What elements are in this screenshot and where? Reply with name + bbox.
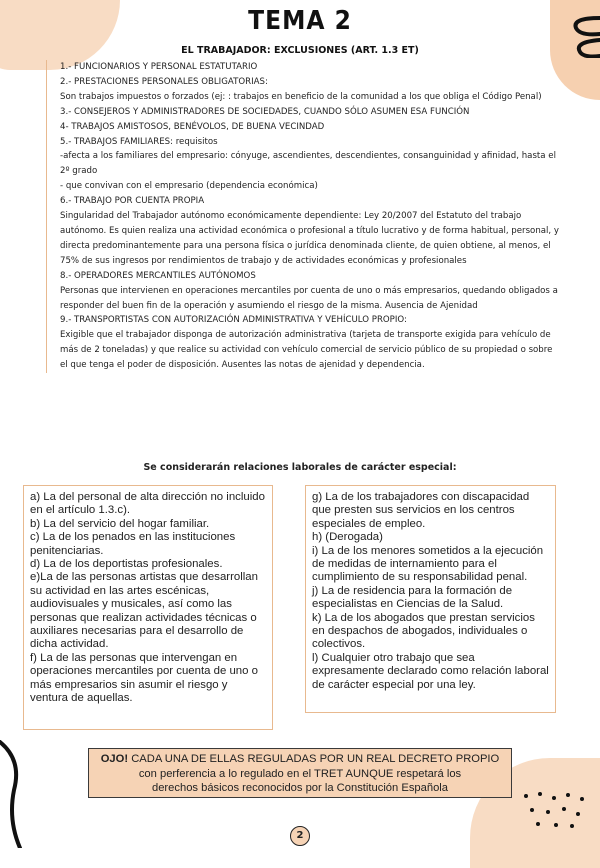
- list-item: Singularidad del Trabajador autónomo económicamente dependiente: Ley 20/2007 del Estatuto del trabajo autónomo. Es quien realiza una actividad económica o profesional a título lucrativo y de forma habitual, personal, y directa predominantemente para una persona física o jurídica denominada cliente, de quien obtiene, al menos, el 75% de sus ingresos por rendimientos de trabajo y de actividades económicas y profesionales: [60, 211, 559, 266]
- list-item: 3.- CONSEJEROS Y ADMINISTRADORES DE SOCIEDADES, CUANDO SÓLO ASUMEN ESA FUNCIÓN: [60, 106, 470, 117]
- special-relations-box-left: [23, 485, 273, 730]
- special-relations-box-right: [305, 485, 556, 713]
- decorative-dots-bottom-right: [520, 790, 590, 830]
- note-line-2: con perferencia a lo regulado en el TRET AUNQUE respetará los: [138, 767, 462, 780]
- list-item: 8.- OPERADORES MERCANTILES AUTÓNOMOS: [60, 270, 256, 281]
- list-item: Exigible que el trabajador disponga de autorización administrativa (tarjeta de transporte exigida para vehículo de más de 2 toneladas) y que realice su actividad con vehículo comercial de servicio público de su propiedad o sobre el que tenga el poder de disposición. Ausentes las notas de ajenidad y dependencia.: [60, 330, 553, 371]
- exclusions-list: [46, 60, 560, 373]
- list-item: g) La de los trabajadores con discapacidad que presten sus servicios en los centros especiales de empleo.: [312, 491, 530, 530]
- list-item: 5.- TRABAJOS FAMILIARES: requisitos: [60, 136, 218, 147]
- list-item: 9.- TRANSPORTISTAS CON AUTORIZACIÓN ADMINISTRATIVA Y VEHÍCULO PROPIO:: [60, 315, 407, 326]
- page-subtitle: EL TRABAJADOR: EXCLUSIONES (ART. 1.3 ET): [181, 45, 419, 56]
- note-line-3: derechos básicos reconocidos por la Constitución Española: [151, 782, 449, 794]
- list-item: d) La de los deportistas profesionales.: [30, 558, 223, 571]
- list-item: 1.- FUNCIONARIOS Y PERSONAL ESTATUTARIO: [60, 62, 258, 72]
- note-box: [88, 748, 512, 798]
- list-item: Personas que intervienen en operaciones mercantiles por cuenta de uno o más empresarios, quedando obligados a responder del buen fin de la operación y asumiendo el riesgo de la misma. Ausencia de Ajenidad: [60, 285, 558, 311]
- note-line-1: CADA UNA DE ELLAS REGULADAS POR UN REAL DECRETO PROPIO: [128, 753, 500, 765]
- list-item: b) La del servicio del hogar familiar.: [30, 517, 210, 530]
- list-item: e)La de las personas artistas que desarrollan su actividad en las artes escénicas, audiovisuales y musicales, así como las personas que realizan actividades técnicas o auxiliares necesarias para el desarrollo de dicha actividad.: [30, 571, 258, 651]
- list-item: l) Cualquier otro trabajo que sea expresamente declarado como relación laboral de carácter especial por una ley.: [312, 651, 549, 691]
- list-item: -afecta a los familiares del empresario: cónyuge, ascendientes, descendientes, consanguinidad y afinidad, hasta el 2º grado: [60, 151, 556, 177]
- list-item: f) La de las personas que intervengan en operaciones mercantiles por cuenta de uno o más empresarios sin asumir el riesgo y ventura de aquellas.: [30, 651, 258, 705]
- special-relations-heading: Se considerarán relaciones laborales de carácter especial:: [143, 462, 457, 473]
- list-item: 4- TRABAJOS AMISTOSOS, BENÉVOLOS, DE BUENA VECINDAD: [60, 121, 325, 132]
- page-title: TEMA 2: [248, 6, 352, 36]
- list-item: - que convivan con el empresario (dependencia económica): [60, 181, 318, 192]
- list-item: i) La de los menores sometidos a la ejecución de medidas de internamiento para el cumplimiento de su responsabilidad penal.: [312, 544, 544, 584]
- decorative-squiggle-bottom-left: [0, 740, 30, 848]
- list-item: 2.- PRESTACIONES PERSONALES OBLIGATORIAS:: [60, 76, 268, 87]
- list-item: a) La del personal de alta dirección no incluido en el artículo 1.3.c).: [30, 491, 265, 517]
- list-item: Son trabajos impuestos o forzados (ej: : trabajos en beneficio de la comunidad a los que obliga el Código Penal): [60, 91, 542, 102]
- list-item: c) La de los penados en las instituciones penitenciarias.: [30, 531, 236, 557]
- list-item: 6.- TRABAJO POR CUENTA PROPIA: [60, 196, 205, 207]
- list-item: h) (Derogada): [312, 531, 383, 544]
- list-item: j) La de residencia para la formación de especialistas en Ciencias de la Salud.: [312, 584, 513, 611]
- page-number: 2: [290, 826, 310, 846]
- note-warning: OJO!: [100, 753, 129, 765]
- list-item: k) La de los abogados que prestan servicios en despachos de abogados, individuales o colectivos.: [312, 611, 535, 651]
